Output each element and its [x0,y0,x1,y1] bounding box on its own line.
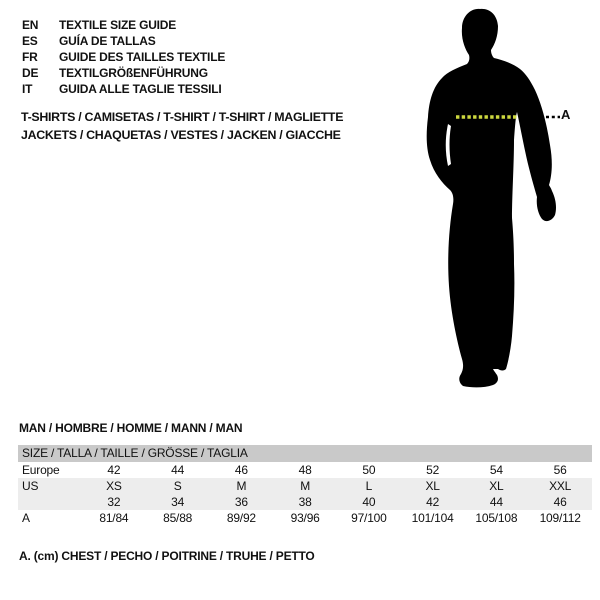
row-label: US [22,479,39,493]
cell: L [365,479,373,493]
cell: 46 [234,463,248,477]
gender-heading: MAN / HOMBRE / HOMME / MANN / MAN [19,421,243,435]
cell: 36 [234,495,248,509]
language-row [22,33,225,49]
cell: XS [106,479,122,493]
cell: 32 [107,495,121,509]
row-label: A [22,511,30,525]
language-row [22,65,225,81]
category-heading [21,108,343,144]
measure-label-a: A [561,107,571,122]
cell: 50 [362,463,376,477]
table-row-us [18,478,592,494]
size-table [18,445,592,526]
language-list [22,17,225,97]
language-row [22,49,225,65]
language-label: GUIDA ALLE TAGLIE TESSILI [59,82,222,96]
language-label: GUÍA DE TALLAS [59,34,156,48]
table-row-uk [18,494,592,510]
man-silhouette-graphic [390,0,600,400]
cell: 101/104 [411,511,454,525]
cell: 89/92 [226,511,256,525]
cell: XL [489,479,504,493]
cell: 38 [298,495,312,509]
language-code: ES [22,34,38,48]
cell: 48 [298,463,312,477]
row-label [18,494,82,510]
cell: M [236,479,247,493]
category-line-tshirts: T-SHIRTS / CAMISETAS / T-SHIRT / T-SHIRT / MAGLIETTE [21,110,344,124]
cell: 97/100 [351,511,387,525]
cell: M [300,479,311,493]
language-code: FR [22,50,38,64]
cell: 44 [171,463,185,477]
language-code: DE [22,66,39,80]
cell: XL [425,479,440,493]
cell: 85/88 [163,511,193,525]
cell: 40 [362,495,376,509]
language-code: IT [22,82,33,96]
language-label: TEXTILE SIZE GUIDE [59,18,177,32]
language-label: GUIDE DES TAILLES TEXTILE [59,50,226,64]
language-code: EN [22,18,39,32]
language-row [22,17,225,33]
cell: 34 [171,495,185,509]
cell: S [173,479,182,493]
cell: 93/96 [290,511,320,525]
cell: 81/84 [99,511,129,525]
cell: 105/108 [475,511,518,525]
cell: 54 [489,463,503,477]
table-row-chest-a [18,510,592,526]
row-label: Europe [22,463,60,477]
cell: 52 [426,463,440,477]
category-line-jackets: JACKETS / CHAQUETAS / VESTES / JACKEN / GIACCHE [21,128,341,142]
cell: 42 [426,495,440,509]
man-silhouette [427,9,556,388]
cell: XXL [549,479,572,493]
cell: 42 [107,463,121,477]
cell: 56 [553,463,567,477]
cell: 109/112 [539,511,581,525]
measure-footnote: A. (cm) CHEST / PECHO / POITRINE / TRUHE / PETTO [19,549,315,563]
language-label: TEXTILGRÖßENFÜHRUNG [59,66,208,80]
size-table-header: SIZE / TALLA / TAILLE / GRÖSSE / TAGLIA [18,445,592,462]
cell: 46 [553,495,567,509]
table-row-europe [18,462,592,478]
cell: 44 [489,495,503,509]
language-row [22,81,225,97]
